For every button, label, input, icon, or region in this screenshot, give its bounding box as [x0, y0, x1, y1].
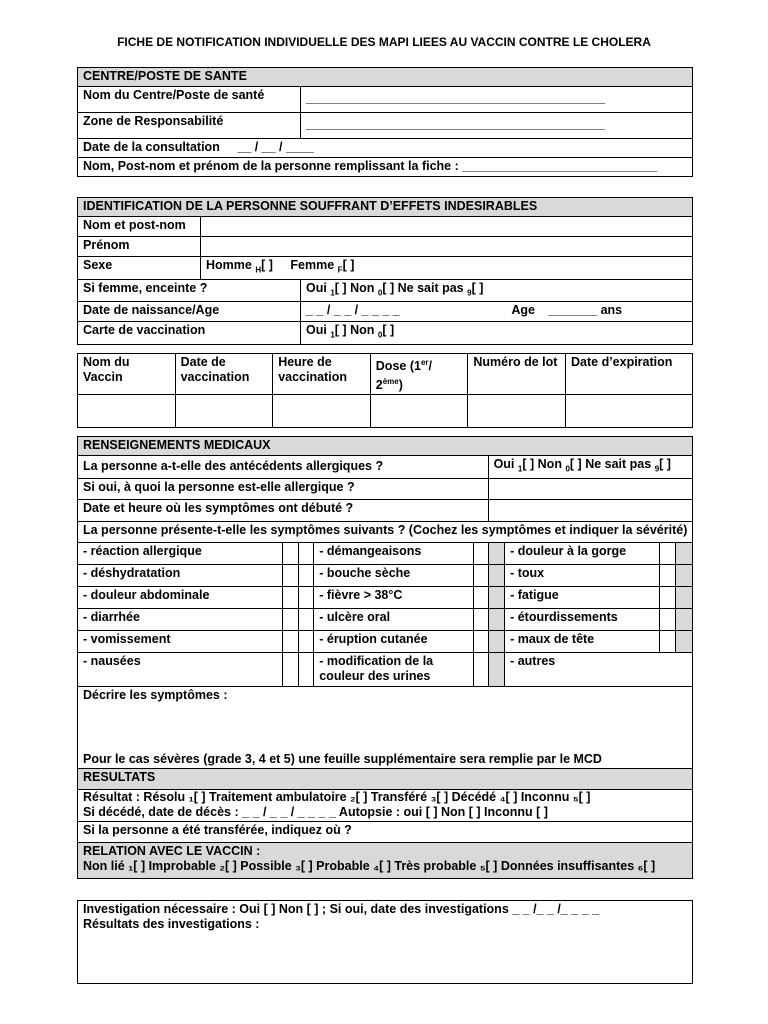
sexe-label: Sexe [78, 257, 201, 280]
identification-header: IDENTIFICATION DE LA PERSONNE SOUFFRANT D’EFFETS INDESIRABLES [78, 198, 693, 217]
prenom-label: Prénom [78, 237, 201, 257]
allergie-oui-checkbox[interactable]: [ ] [522, 457, 535, 471]
resultats-header: RESULTATS [78, 768, 693, 789]
symptom-check[interactable] [283, 608, 298, 630]
allergie-nsp-checkbox[interactable]: [ ] [659, 457, 671, 471]
homme-label: Homme [206, 258, 252, 272]
symptom-severity[interactable] [676, 542, 693, 564]
symptom-severity[interactable] [488, 652, 505, 686]
symptom-label: - réaction allergique [78, 542, 283, 564]
age-unit: ans [600, 303, 623, 317]
vaccin-expiry-cell[interactable] [566, 395, 693, 428]
symptom-severity[interactable] [488, 630, 505, 652]
naissance-row [301, 302, 693, 322]
vaccin-date-header: Date de vaccination [175, 354, 273, 395]
allergie-non-checkbox[interactable]: [ ] [569, 457, 582, 471]
symptom-check[interactable] [659, 586, 676, 608]
symptom-check[interactable] [659, 564, 676, 586]
homme-code: H [255, 265, 262, 275]
symptom-check[interactable] [474, 542, 488, 564]
dose-sup-2: ème [382, 377, 399, 387]
symptom-label: - douleur à la gorge [505, 542, 660, 564]
symptom-severity[interactable] [298, 564, 313, 586]
vaccin-name-header: Nom du Vaccin [78, 354, 176, 395]
enceinte-non-code: 0 [377, 288, 383, 297]
symptom-label: - déshydratation [78, 564, 283, 586]
allergie-nsp-code: 9 [654, 464, 660, 474]
symptom-label: - bouche sèche [314, 564, 474, 586]
dose-sup-1: er [420, 358, 429, 367]
symptom-severity[interactable] [488, 564, 505, 586]
symptom-severity[interactable] [298, 542, 313, 564]
consultation-date-label: Date de la consultation [83, 140, 220, 154]
allergie-oui-label: Oui [493, 457, 515, 471]
zone-field[interactable]: ___________________________________________ [301, 113, 693, 139]
symptom-label: - douleur abdominale [78, 586, 283, 608]
symptom-label: - nausées [78, 652, 283, 686]
rempl-field[interactable]: ____________________________ [462, 159, 657, 173]
enceinte-label: Si femme, enceinte ? [78, 279, 301, 302]
femme-checkbox[interactable]: [ ] [342, 258, 355, 272]
symptom-severity[interactable] [676, 586, 693, 608]
symptom-label: - maux de tête [505, 630, 660, 652]
symptom-severity[interactable] [676, 564, 693, 586]
femme-code: F [337, 265, 343, 275]
symptom-severity[interactable] [676, 608, 693, 630]
relation-section[interactable] [78, 842, 693, 878]
dose-text-c: ) [398, 378, 403, 393]
carte-label: Carte de vaccination [78, 322, 301, 345]
enceinte-non-checkbox[interactable]: [ ] [382, 280, 395, 295]
carte-non-checkbox[interactable]: [ ] [382, 323, 395, 337]
decrire-symptomes[interactable] [78, 686, 693, 768]
age-label: Age [511, 303, 535, 317]
symptom-label: - étourdissements [505, 608, 660, 630]
symptom-severity[interactable] [298, 608, 313, 630]
symptom-label: - diarrhée [78, 608, 283, 630]
symptom-label: - toux [505, 564, 660, 586]
centre-header: CENTRE/POSTE DE SANTE [78, 68, 693, 87]
dose-text-b: / 2 [375, 359, 432, 393]
allergie-nsp-label: Ne sait pas [585, 457, 652, 471]
nom-field[interactable] [201, 217, 693, 237]
symptom-label: - fièvre > 38°C [314, 586, 474, 608]
symptom-check[interactable] [283, 542, 298, 564]
carte-oui-checkbox[interactable]: [ ] [334, 323, 347, 337]
symptom-check[interactable] [659, 608, 676, 630]
zone-label: Zone de Responsabilité [78, 113, 301, 139]
enceinte-oui-code: 1 [330, 288, 335, 297]
symptom-check[interactable] [474, 652, 488, 686]
symptom-check[interactable] [283, 586, 298, 608]
allergie-si-oui-label: Si oui, à quoi la personne est-elle allergique ? [78, 478, 489, 499]
symptom-severity[interactable] [488, 542, 505, 564]
vaccin-lot-cell[interactable] [468, 395, 566, 428]
symptom-check[interactable] [474, 630, 488, 652]
identification-table [77, 197, 693, 345]
symptom-severity[interactable] [298, 586, 313, 608]
investigation-table [77, 900, 693, 984]
symptom-label: - modification de la couleur des urines [314, 652, 474, 686]
symptomes-question: La personne présente-t-elle les symptômes suivants ? (Cochez les symptômes et indiquer la sévérité) [78, 521, 693, 542]
debut-field[interactable] [488, 499, 692, 521]
allergie-question: La personne a-t-elle des antécédents allergiques ? [78, 456, 489, 479]
enceinte-nsp-checkbox[interactable]: [ ] [471, 280, 484, 295]
prenom-field[interactable] [201, 237, 693, 257]
symptom-label: - fatigue [505, 586, 660, 608]
decrire-label: Décrire les symptômes : [83, 687, 228, 702]
symptom-severity[interactable] [298, 630, 313, 652]
form-title: FICHE DE NOTIFICATION INDIVIDUELLE DES MAPI LIEES AU VACCIN CONTRE LE CHOLERA [117, 35, 651, 49]
relation-options: Non lié ₁[ ] Improbable ₂[ ] Possible ₃[ ] Probable ₄[ ] Très probable ₅[ ] Données insuffisantes ₆[ ] [83, 858, 656, 873]
symptom-label: - ulcère oral [314, 608, 474, 630]
naissance-label: Date de naissance/Age [78, 302, 301, 322]
allergie-si-oui-field[interactable] [488, 478, 692, 499]
enceinte-nsp-label: Ne sait pas [397, 280, 464, 295]
vaccin-time-cell[interactable] [273, 395, 371, 428]
symptom-severity[interactable] [676, 630, 693, 652]
resultats-line-2: Si décédé, date de décès : _ _ / _ _ / _ _ _ _ Autopsie : oui [ ] Non [ ] Inconnu [ ] [83, 804, 548, 819]
symptom-check[interactable] [283, 564, 298, 586]
symptom-check[interactable] [474, 608, 488, 630]
allergie-oui-code: 1 [517, 464, 523, 474]
allergie-non-label: Non [537, 457, 562, 471]
symptom-severity[interactable] [298, 652, 313, 686]
investigation-box[interactable] [78, 901, 693, 984]
carte-non-code: 0 [377, 330, 383, 340]
enceinte-oui-label: Oui [306, 280, 327, 295]
symptom-label: - démangeaisons [314, 542, 474, 564]
dose-text-a: Dose (1 [375, 359, 421, 374]
enceinte-options [301, 279, 693, 302]
symptom-check[interactable] [659, 542, 676, 564]
rempl-label: Nom, Post-nom et prénom de la personne remplissant la fiche : [83, 159, 463, 173]
vaccin-time-header: Heure de vaccination [273, 354, 371, 395]
carte-options [301, 322, 693, 345]
resultats-options[interactable] [78, 789, 693, 821]
resultats-line-1: Résultat : Résolu ₁[ ] Traitement ambulatoire ₂[ ] Transféré ₃[ ] Décédé ₄[ ] Inconnu ₅[ ] [83, 789, 591, 804]
symptom-check[interactable] [474, 586, 488, 608]
consultation-date-row [78, 139, 693, 158]
vaccin-lot-header: Numéro de lot [468, 354, 566, 395]
enceinte-non-label: Non [350, 280, 375, 295]
relation-header: RELATION AVEC LE VACCIN : [83, 843, 261, 858]
femme-label: Femme [290, 258, 335, 272]
symptom-severity[interactable] [488, 608, 505, 630]
severe-note: Pour le cas sévères (grade 3, 4 et 5) une feuille supplémentaire sera remplie par le MCD [83, 751, 602, 766]
symptom-label: - autres [505, 652, 693, 686]
centre-table [77, 67, 693, 177]
transfer-question[interactable]: Si la personne a été transférée, indiquez où ? [78, 821, 693, 842]
vaccin-expiry-header: Date d’expiration [566, 354, 693, 395]
naissance-field[interactable]: _ _ / _ _ / _ _ _ _ [306, 303, 400, 317]
debut-label: Date et heure où les symptômes ont débuté ? [78, 499, 489, 521]
vaccin-dose-cell[interactable] [370, 395, 468, 428]
carte-non-label: Non [350, 323, 375, 337]
symptom-check[interactable] [659, 630, 676, 652]
enceinte-oui-checkbox[interactable]: [ ] [334, 280, 347, 295]
allergie-options [488, 456, 692, 479]
vaccin-name-cell[interactable] [78, 395, 176, 428]
homme-checkbox[interactable]: [ ] [261, 258, 273, 272]
carte-oui-label: Oui [306, 323, 327, 337]
centre-name-field[interactable]: ___________________________________________ [301, 87, 693, 113]
vaccin-dose-header [370, 354, 468, 395]
symptom-check[interactable] [283, 630, 298, 652]
symptom-label: - éruption cutanée [314, 630, 474, 652]
investigation-line-2: Résultats des investigations : [83, 917, 260, 931]
centre-name-label: Nom du Centre/Poste de santé [78, 87, 301, 113]
investigation-line-1: Investigation nécessaire : Oui [ ] Non [ ] ; Si oui, date des investigations _ _ /_ _ /_ _ _ _ [83, 902, 600, 916]
nom-label: Nom et post-nom [78, 217, 201, 237]
medical-header: RENSEIGNEMENTS MEDICAUX [78, 437, 693, 456]
symptom-severity[interactable] [488, 586, 505, 608]
allergie-non-code: 0 [565, 464, 570, 474]
carte-oui-code: 1 [330, 330, 335, 340]
age-field[interactable]: _______ [548, 303, 598, 317]
rempl-row [78, 158, 693, 177]
vaccin-date-cell[interactable] [175, 395, 273, 428]
medical-table [77, 436, 693, 879]
consultation-date-field[interactable]: __ / __ / ____ [237, 140, 314, 154]
symptom-check[interactable] [474, 564, 488, 586]
symptom-label: - vomissement [78, 630, 283, 652]
vaccin-table [77, 353, 693, 428]
enceinte-nsp-code: 9 [467, 288, 472, 297]
symptom-check[interactable] [283, 652, 298, 686]
sexe-options [201, 257, 693, 280]
